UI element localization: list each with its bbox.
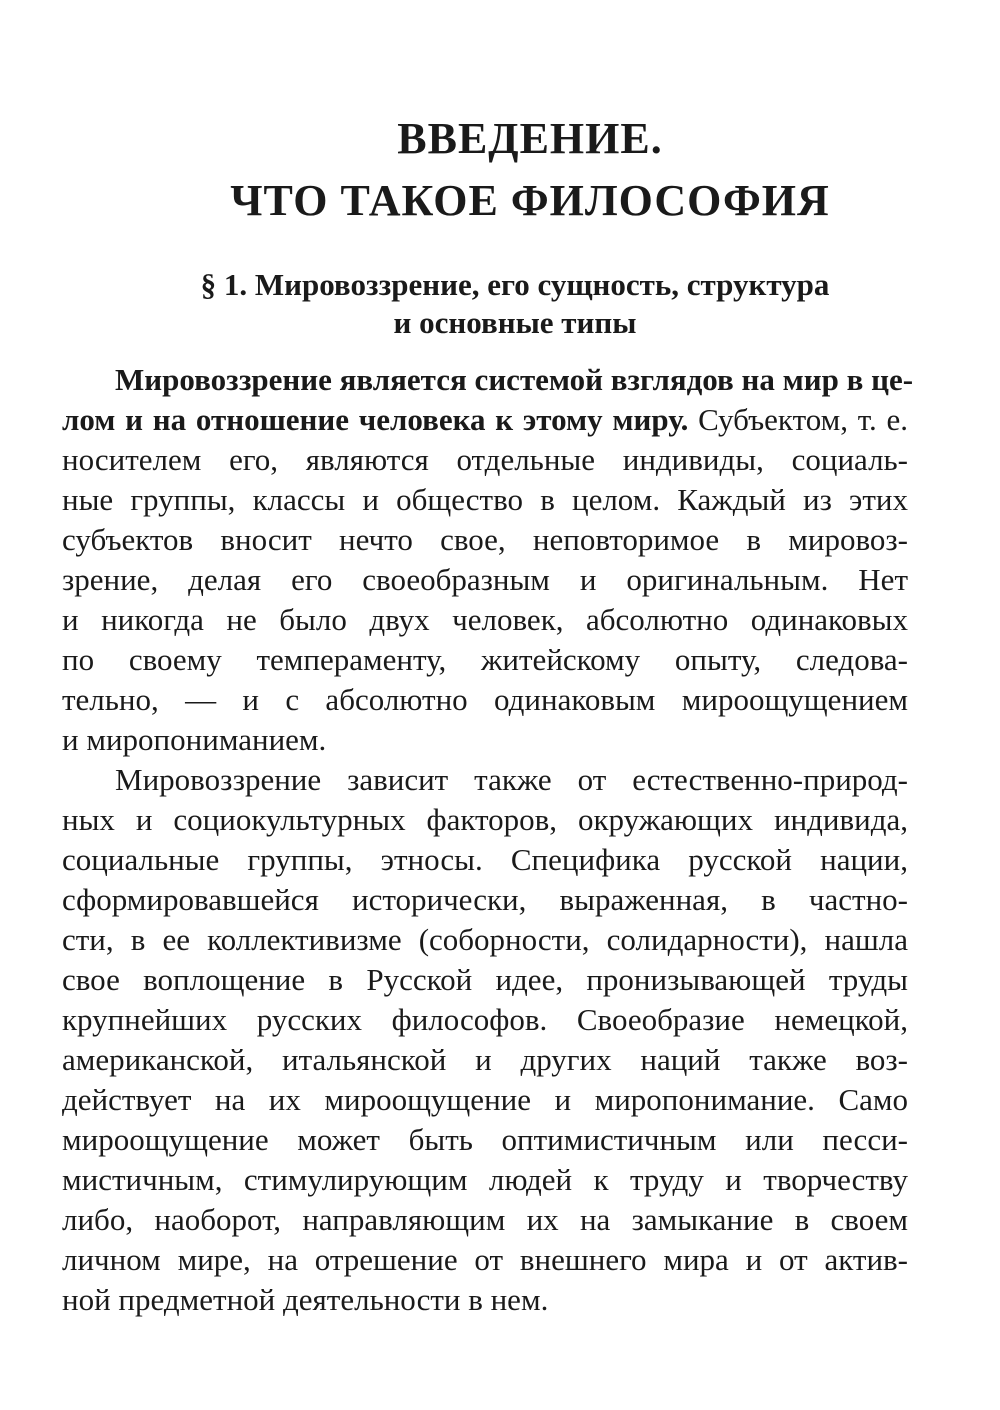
paragraph-2-line-8: американской, итальянской и других наций также воз- (62, 1042, 908, 1077)
chapter-title (0, 108, 1000, 232)
paragraph-1-line-2 (62, 400, 908, 440)
paragraph-1-line-4: ные группы, классы и общество в целом. Каждый из этих (62, 482, 908, 517)
paragraph-2-line-5: сти, в ее коллективизме (соборности, солидарности), нашла (62, 922, 908, 957)
paragraph-2-line-13: личном мире, на отрешение от внешнего мира и от актив- (62, 1242, 908, 1277)
paragraph-2-line-9: действует на их мироощущение и миропонимание. Само (62, 1082, 908, 1117)
paragraph-1-line-10: и миропониманием. (62, 722, 327, 757)
chapter-title-line-1: ВВЕДЕНИЕ. (397, 114, 663, 163)
paragraph-2-line-4: сформировавшейся исторически, выраженная, в частно- (62, 882, 908, 917)
paragraph-1-line-8: по своему темпераменту, житейскому опыту, следова- (62, 642, 908, 677)
paragraph-1-line-2-rest: Субъектом, т. е. (688, 402, 908, 437)
paragraph-2-line-12: либо, наоборот, направляющим их на замыкание в своем (62, 1202, 908, 1237)
section-title-line-2: и основные типы (393, 305, 637, 340)
chapter-title-line-2: ЧТО ТАКОЕ ФИЛОСОФИЯ (230, 176, 830, 225)
paragraph-2-line-1: Мировоззрение зависит также от естественно-природ- (115, 762, 908, 797)
paragraph-1-line-1: Мировоззрение является системой взглядов на мир в це- (115, 362, 914, 397)
paragraph-2-line-3: социальные группы, этносы. Специфика русской нации, (62, 842, 908, 877)
paragraph-1-line-7: и никогда не было двух человек, абсолютно одинаковых (62, 602, 908, 637)
paragraph-2-line-2: ных и социокультурных факторов, окружающих индивида, (62, 802, 908, 837)
paragraph-1-line-5: субъектов вносит нечто свое, неповторимое в мировоз- (62, 522, 908, 557)
paragraph-2-line-6: свое воплощение в Русской идее, пронизывающей труды (62, 962, 908, 997)
paragraph-2-line-11: мистичным, стимулирующим людей к труду и творчеству (62, 1162, 908, 1197)
paragraph-1-line-3: носителем его, являются отдельные индивиды, социаль- (62, 442, 908, 477)
section-title-line-1: § 1. Мировоззрение, его сущность, структура (200, 267, 830, 302)
paragraph-1-line-9: тельно, — и с абсолютно одинаковым мироощущением (62, 682, 908, 717)
paragraph-1-line-6: зрение, делая его своеобразным и оригинальным. Нет (62, 562, 908, 597)
paragraph-2-line-10: мироощущение может быть оптимистичным или песси- (62, 1122, 908, 1157)
section-title (0, 266, 1000, 342)
paragraph-2-line-7: крупнейших русских философов. Своеобразие немецкой, (62, 1002, 908, 1037)
definition-bold-text: лом и на отношение человека к этому миру. (62, 402, 689, 437)
paragraph-2-line-14: ной предметной деятельности в нем. (62, 1282, 549, 1317)
